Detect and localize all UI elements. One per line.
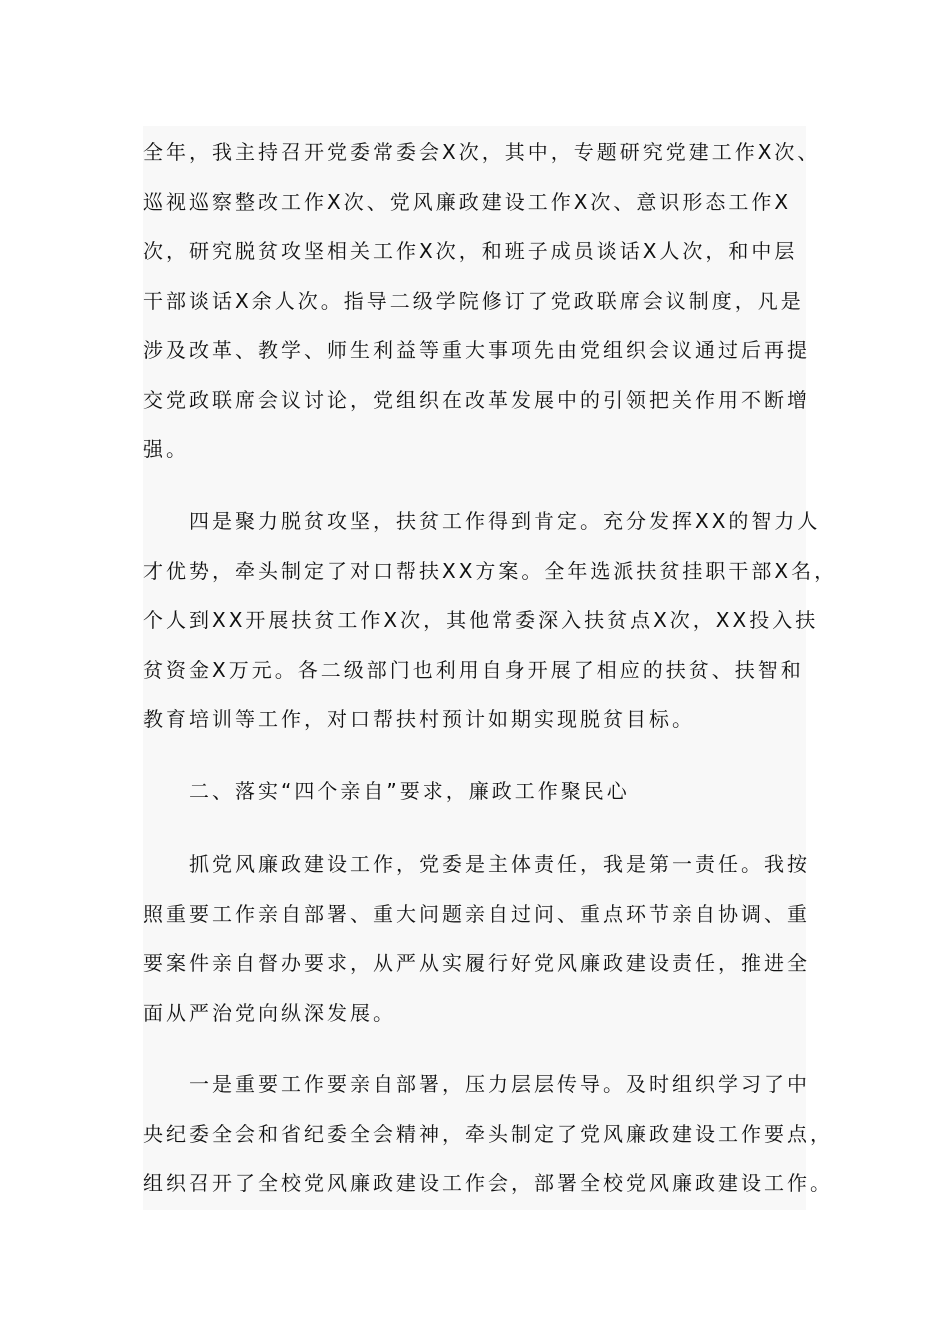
text-line: 交党政联席会议讨论，党组织在改革发展中的引领把关作用不断增 <box>143 387 810 412</box>
text-line: 央纪委全会和省纪委全会精神，牵头制定了党风廉政建设工作要点， <box>143 1121 833 1146</box>
text-line: 抓党风廉政建设工作，党委是主体责任，我是第一责任。我按 <box>143 852 810 876</box>
text-line: 面从严治党向纵深发展。 <box>143 1000 396 1025</box>
text-line: 教育培训等工作，对口帮扶村预计如期实现脱贫目标。 <box>143 707 695 731</box>
text-line: 贫资金X万元。各二级部门也利用自身开展了相应的扶贫、扶智和 <box>143 657 804 682</box>
paragraph-deployment <box>143 1060 833 1209</box>
text-line: 要案件亲自督办要求，从严从实履行好党风廉政建设责任，推进全 <box>143 951 810 975</box>
text-line: 二、落实“四个亲自”要求，廉政工作聚民心 <box>143 779 630 803</box>
text-line: 干部谈话X余人次。指导二级学院修订了党政联席会议制度，凡是 <box>143 288 804 313</box>
text-line: 强。 <box>143 437 189 461</box>
text-line: 全年，我主持召开党委常委会X次，其中，专题研究党建工作X次、 <box>143 140 821 164</box>
text-line: 四是聚力脱贫攻坚，扶贫工作得到肯定。充分发挥XX的智力人 <box>143 509 821 533</box>
section-heading <box>143 767 806 817</box>
paragraph-integrity-responsibility <box>143 840 810 1038</box>
text-line: 组织召开了全校党风廉政建设工作会，部署全校党风廉政建设工作。 <box>143 1171 833 1195</box>
paragraph-meeting-summary <box>143 128 821 475</box>
text-line: 巡视巡察整改工作X次、党风廉政建设工作X次、意识形态工作X <box>143 189 792 214</box>
document-body <box>143 126 838 1210</box>
text-line: 照重要工作亲自部署、重大问题亲自过问、重点环节亲自协调、重 <box>143 901 810 926</box>
text-line: 次，研究脱贫攻坚相关工作X次，和班子成员谈话X人次，和中层 <box>143 239 798 263</box>
paragraph-poverty-alleviation <box>143 497 838 745</box>
text-line: 个人到XX开展扶贫工作X次，其他常委深入扶贫点X次，XX投入扶 <box>143 608 819 632</box>
text-line: 涉及改革、教学、师生利益等重大事项先由党组织会议通过后再提 <box>143 338 810 362</box>
text-line: 一是重要工作要亲自部署，压力层层传导。及时组织学习了中 <box>143 1072 810 1096</box>
text-line: 才优势，牵头制定了对口帮扶XX方案。全年选派扶贫挂职干部X名， <box>143 558 838 583</box>
